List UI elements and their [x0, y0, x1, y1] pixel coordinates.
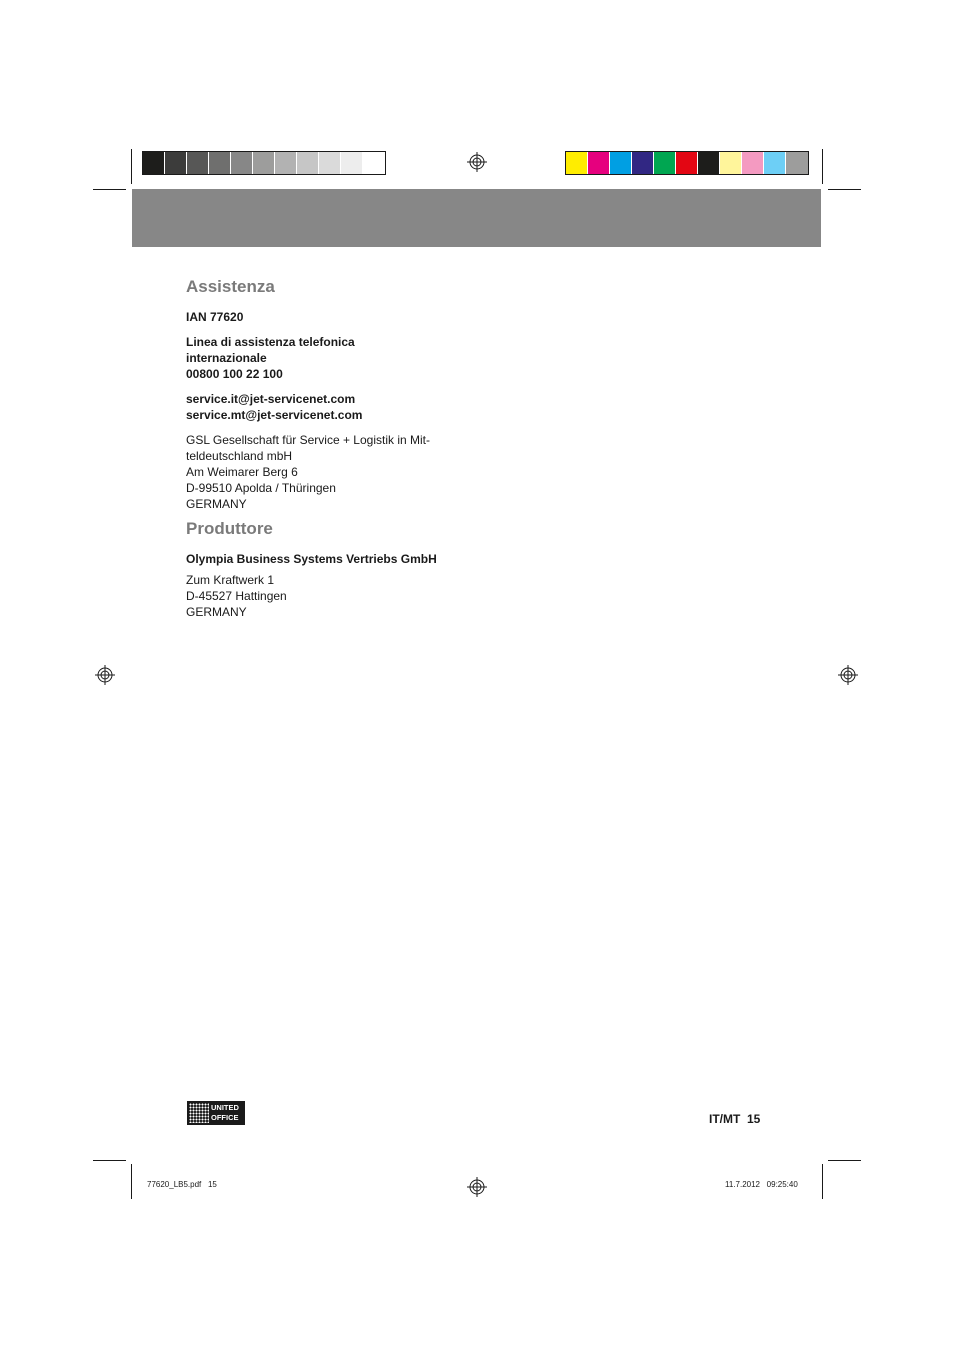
service-emails — [186, 391, 362, 423]
address-line: teldeutschland mbH — [186, 449, 293, 463]
color-swatch — [231, 152, 253, 174]
color-swatch — [143, 152, 165, 174]
logo-text-line1: UNITED — [211, 1103, 239, 1112]
address-line: D-99510 Apolda / Thüringen — [186, 481, 336, 495]
crop-mark — [828, 189, 861, 190]
crop-mark — [828, 1160, 861, 1161]
email-it[interactable]: service.it@jet-servicenet.com — [186, 392, 356, 406]
registration-mark-icon — [838, 665, 858, 685]
color-swatch — [566, 152, 588, 174]
registration-mark-icon — [95, 665, 115, 685]
hotline-number: 00800 100 22 100 — [186, 367, 283, 381]
address-line: GERMANY — [186, 605, 247, 619]
hotline-label-line2: internazionale — [186, 351, 267, 365]
color-swatch — [165, 152, 187, 174]
color-swatch — [610, 152, 632, 174]
color-swatch — [654, 152, 676, 174]
grayscale-color-bar — [142, 151, 386, 175]
assistenza-heading: Assistenza — [186, 277, 275, 296]
page-number: 15 — [747, 1112, 761, 1126]
color-swatch — [720, 152, 742, 174]
color-swatch — [187, 152, 209, 174]
header-band — [132, 189, 821, 247]
manufacturer-name: Olympia Business Systems Vertriebs GmbH — [186, 552, 437, 566]
registration-mark-icon — [467, 152, 487, 172]
hotline-label — [186, 334, 355, 382]
logo-text-line2: OFFICE — [211, 1113, 239, 1122]
color-swatch — [319, 152, 341, 174]
process-color-bar — [565, 151, 809, 175]
ian-number: IAN 77620 — [186, 310, 244, 324]
color-swatch — [297, 152, 319, 174]
color-swatch — [632, 152, 654, 174]
crop-mark — [822, 1164, 823, 1199]
slug-datetime: 11.7.2012 09:25:40 — [725, 1180, 798, 1189]
language-code: IT/MT — [709, 1112, 741, 1126]
crop-mark — [93, 1160, 126, 1161]
color-swatch — [363, 152, 385, 174]
crop-mark — [131, 149, 132, 184]
logo-text — [211, 1103, 239, 1123]
crop-mark — [131, 1164, 132, 1199]
address-line: GERMANY — [186, 497, 247, 511]
address-line: Zum Kraftwerk 1 — [186, 573, 275, 587]
crop-mark — [822, 149, 823, 184]
produttore-heading: Produttore — [186, 519, 273, 538]
hotline-label-line1: Linea di assistenza telefonica — [186, 335, 355, 349]
color-swatch — [698, 152, 720, 174]
service-address — [186, 432, 430, 512]
manufacturer-address — [186, 572, 287, 620]
color-swatch — [341, 152, 363, 174]
color-swatch — [764, 152, 786, 174]
color-swatch — [786, 152, 808, 174]
color-swatch — [742, 152, 764, 174]
logo-dot-grid-icon — [189, 1103, 209, 1123]
color-swatch — [275, 152, 297, 174]
registration-mark-icon — [467, 1177, 487, 1197]
color-swatch — [676, 152, 698, 174]
crop-mark — [93, 189, 126, 190]
address-line: GSL Gesellschaft für Service + Logistik in Mit- — [186, 433, 430, 447]
address-line: D-45527 Hattingen — [186, 589, 287, 603]
slug-filename: 77620_LB5.pdf 15 — [147, 1180, 217, 1189]
united-office-logo — [187, 1101, 245, 1125]
email-mt[interactable]: service.mt@jet-servicenet.com — [186, 408, 363, 422]
page-footer — [709, 1112, 760, 1126]
color-swatch — [253, 152, 275, 174]
color-swatch — [209, 152, 231, 174]
address-line: Am Weimarer Berg 6 — [186, 465, 298, 479]
color-swatch — [588, 152, 610, 174]
